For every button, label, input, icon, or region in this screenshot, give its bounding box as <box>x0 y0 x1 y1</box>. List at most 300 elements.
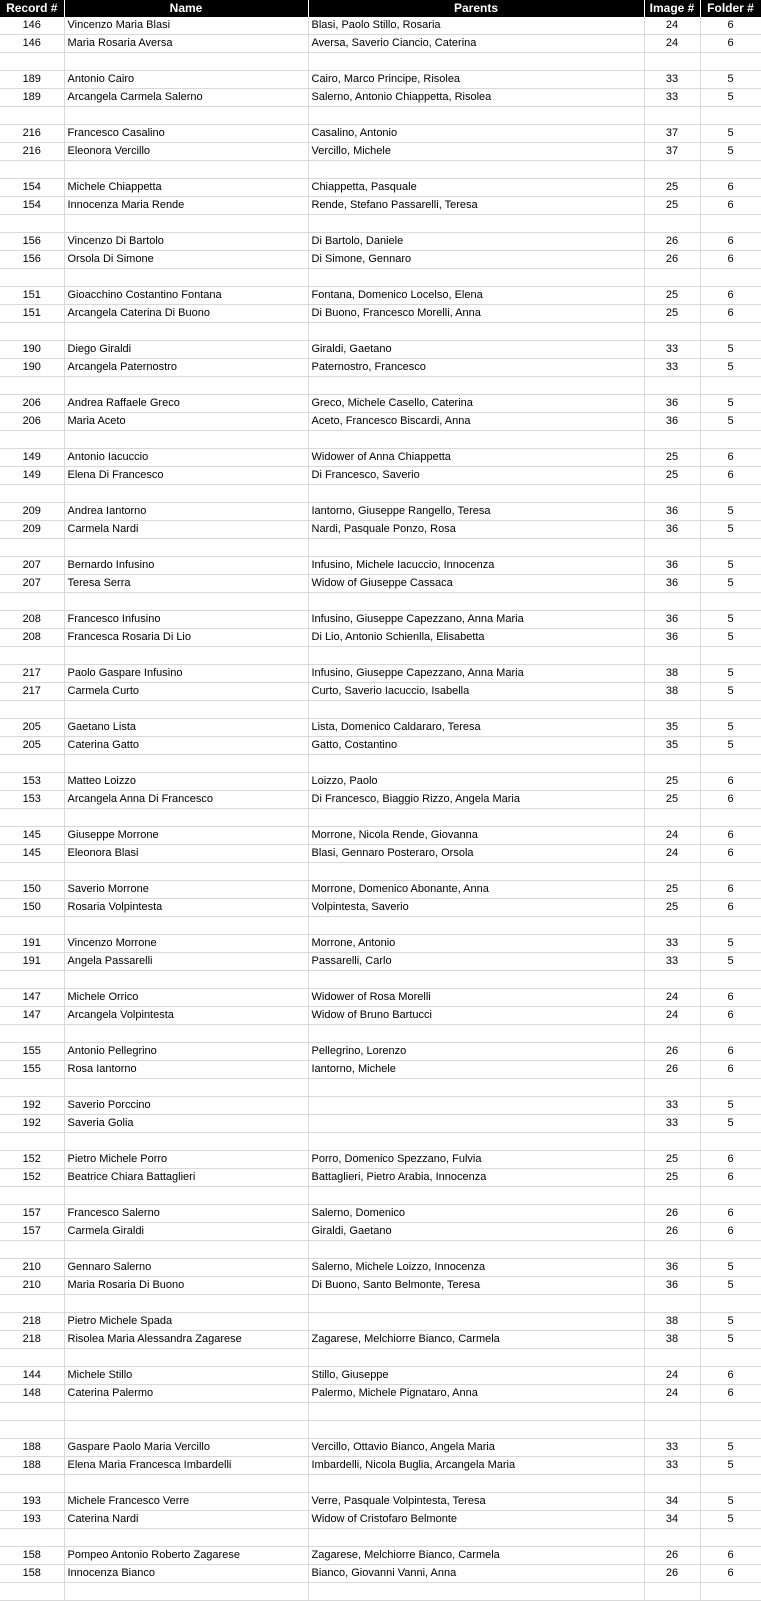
image-cell: 35 <box>644 737 700 755</box>
record-cell: 207 <box>0 575 64 593</box>
parents-cell <box>308 1295 644 1313</box>
image-cell: 25 <box>644 467 700 485</box>
table-row <box>0 1565 761 1583</box>
parents-cell: Porro, Domenico Spezzano, Fulvia <box>308 1151 644 1169</box>
name-cell <box>64 323 308 341</box>
record-cell: 145 <box>0 827 64 845</box>
image-cell: 25 <box>644 179 700 197</box>
image-cell: 33 <box>644 341 700 359</box>
folder-cell <box>700 485 761 503</box>
name-cell <box>64 485 308 503</box>
parents-cell: Di Buono, Francesco Morelli, Anna <box>308 305 644 323</box>
table-row <box>0 701 761 719</box>
image-cell: 25 <box>644 1169 700 1187</box>
image-cell: 26 <box>644 1547 700 1565</box>
table-row <box>0 1295 761 1313</box>
record-cell: 216 <box>0 125 64 143</box>
name-cell: Maria Rosaria Di Buono <box>64 1277 308 1295</box>
image-cell <box>644 1403 700 1421</box>
record-cell <box>0 1133 64 1151</box>
image-cell <box>644 755 700 773</box>
record-cell: 154 <box>0 197 64 215</box>
record-cell: 193 <box>0 1511 64 1529</box>
parents-cell: Widower of Anna Chiappetta <box>308 449 644 467</box>
name-cell: Pietro Michele Spada <box>64 1313 308 1331</box>
parents-cell <box>308 1313 644 1331</box>
parents-cell <box>308 215 644 233</box>
parents-cell: Morrone, Antonio <box>308 935 644 953</box>
record-cell: 188 <box>0 1457 64 1475</box>
record-cell: 146 <box>0 35 64 53</box>
parents-cell <box>308 269 644 287</box>
image-cell <box>644 1421 700 1439</box>
image-cell <box>644 323 700 341</box>
record-cell: 216 <box>0 143 64 161</box>
record-cell: 208 <box>0 629 64 647</box>
folder-cell <box>700 1079 761 1097</box>
name-cell: Carmela Giraldi <box>64 1223 308 1241</box>
record-cell: 146 <box>0 17 64 35</box>
record-cell <box>0 1403 64 1421</box>
name-cell: Eleonora Blasi <box>64 845 308 863</box>
folder-cell: 5 <box>700 575 761 593</box>
name-cell: Diego Giraldi <box>64 341 308 359</box>
record-cell <box>0 863 64 881</box>
name-cell <box>64 1475 308 1493</box>
record-cell: 189 <box>0 71 64 89</box>
parents-cell: Curto, Saverio Iacuccio, Isabella <box>308 683 644 701</box>
name-cell <box>64 215 308 233</box>
parents-cell: Volpintesta, Saverio <box>308 899 644 917</box>
folder-cell: 6 <box>700 449 761 467</box>
table-row <box>0 1331 761 1349</box>
parents-cell <box>308 755 644 773</box>
table-row <box>0 395 761 413</box>
name-cell: Beatrice Chiara Battaglieri <box>64 1169 308 1187</box>
folder-cell <box>700 809 761 827</box>
table-row <box>0 1079 761 1097</box>
table-row <box>0 791 761 809</box>
name-cell: Francesco Casalino <box>64 125 308 143</box>
name-cell <box>64 1241 308 1259</box>
table-row <box>0 575 761 593</box>
image-cell: 24 <box>644 1367 700 1385</box>
image-cell <box>644 1475 700 1493</box>
image-cell <box>644 971 700 989</box>
table-row <box>0 1169 761 1187</box>
record-cell <box>0 647 64 665</box>
table-row <box>0 1403 761 1421</box>
image-cell: 25 <box>644 899 700 917</box>
parents-cell <box>308 1421 644 1439</box>
table-row <box>0 71 761 89</box>
parents-cell: Di Francesco, Saverio <box>308 467 644 485</box>
record-cell <box>0 539 64 557</box>
folder-cell: 6 <box>700 1205 761 1223</box>
folder-cell: 6 <box>700 1223 761 1241</box>
parents-cell: Giraldi, Gaetano <box>308 341 644 359</box>
record-cell: 209 <box>0 503 64 521</box>
name-cell: Antonio Cairo <box>64 71 308 89</box>
image-cell: 36 <box>644 521 700 539</box>
folder-cell: 5 <box>700 503 761 521</box>
record-cell: 151 <box>0 305 64 323</box>
table-row <box>0 647 761 665</box>
record-cell: 148 <box>0 1385 64 1403</box>
name-cell: Arcangela Volpintesta <box>64 1007 308 1025</box>
table-row <box>0 1151 761 1169</box>
folder-cell <box>700 1133 761 1151</box>
folder-cell <box>700 1349 761 1367</box>
name-cell: Gennaro Salerno <box>64 1259 308 1277</box>
parents-cell <box>308 323 644 341</box>
record-cell <box>0 755 64 773</box>
name-cell: Rosa Iantorno <box>64 1061 308 1079</box>
parents-cell: Rende, Stefano Passarelli, Teresa <box>308 197 644 215</box>
image-cell: 24 <box>644 827 700 845</box>
record-cell: 145 <box>0 845 64 863</box>
table-row <box>0 89 761 107</box>
header-row <box>0 0 761 17</box>
folder-cell: 5 <box>700 557 761 575</box>
name-cell <box>64 107 308 125</box>
parents-cell: Iantorno, Michele <box>308 1061 644 1079</box>
name-cell: Gioacchino Costantino Fontana <box>64 287 308 305</box>
folder-cell <box>700 431 761 449</box>
table-row <box>0 377 761 395</box>
table-row <box>0 287 761 305</box>
folder-cell: 6 <box>700 791 761 809</box>
folder-cell: 5 <box>700 1115 761 1133</box>
table-row <box>0 1007 761 1025</box>
image-cell: 36 <box>644 557 700 575</box>
name-cell <box>64 1529 308 1547</box>
name-cell: Vincenzo Di Bartolo <box>64 233 308 251</box>
name-cell <box>64 539 308 557</box>
folder-cell: 5 <box>700 521 761 539</box>
record-cell <box>0 53 64 71</box>
parents-cell: Di Buono, Santo Belmonte, Teresa <box>308 1277 644 1295</box>
image-cell: 37 <box>644 125 700 143</box>
table-row <box>0 719 761 737</box>
folder-cell: 6 <box>700 233 761 251</box>
table-row <box>0 935 761 953</box>
folder-cell: 6 <box>700 17 761 35</box>
record-cell <box>0 971 64 989</box>
table-row <box>0 1349 761 1367</box>
folder-cell <box>700 1025 761 1043</box>
folder-cell: 6 <box>700 1385 761 1403</box>
name-cell: Gaspare Paolo Maria Vercillo <box>64 1439 308 1457</box>
folder-cell: 5 <box>700 665 761 683</box>
name-cell <box>64 1025 308 1043</box>
record-cell <box>0 809 64 827</box>
parents-cell: Gatto, Costantino <box>308 737 644 755</box>
folder-cell <box>700 161 761 179</box>
name-cell: Arcangela Carmela Salerno <box>64 89 308 107</box>
folder-cell: 5 <box>700 1277 761 1295</box>
image-cell: 33 <box>644 1115 700 1133</box>
parents-cell: Widow of Bruno Bartucci <box>308 1007 644 1025</box>
image-cell: 26 <box>644 1043 700 1061</box>
image-cell <box>644 593 700 611</box>
image-cell: 33 <box>644 953 700 971</box>
name-cell: Orsola Di Simone <box>64 251 308 269</box>
folder-cell: 5 <box>700 719 761 737</box>
image-cell: 26 <box>644 1061 700 1079</box>
record-cell: 147 <box>0 989 64 1007</box>
record-cell: 149 <box>0 449 64 467</box>
table-row <box>0 629 761 647</box>
name-cell <box>64 1349 308 1367</box>
folder-cell: 6 <box>700 1151 761 1169</box>
name-cell: Pietro Michele Porro <box>64 1151 308 1169</box>
name-cell: Saveria Golia <box>64 1115 308 1133</box>
image-cell: 24 <box>644 1007 700 1025</box>
table-row <box>0 1511 761 1529</box>
name-cell <box>64 593 308 611</box>
name-cell <box>64 269 308 287</box>
image-cell: 36 <box>644 1259 700 1277</box>
record-cell: 154 <box>0 179 64 197</box>
image-cell: 35 <box>644 719 700 737</box>
parents-cell <box>308 1097 644 1115</box>
folder-cell <box>700 971 761 989</box>
folder-cell <box>700 755 761 773</box>
folder-cell <box>700 701 761 719</box>
image-cell <box>644 539 700 557</box>
parents-cell <box>308 1187 644 1205</box>
image-cell: 24 <box>644 845 700 863</box>
table-row <box>0 485 761 503</box>
name-cell: Risolea Maria Alessandra Zagarese <box>64 1331 308 1349</box>
folder-cell: 6 <box>700 773 761 791</box>
image-cell: 25 <box>644 791 700 809</box>
folder-cell: 5 <box>700 143 761 161</box>
name-cell: Michele Orrico <box>64 989 308 1007</box>
image-cell: 33 <box>644 71 700 89</box>
name-cell: Giuseppe Morrone <box>64 827 308 845</box>
table-row <box>0 1385 761 1403</box>
name-cell: Andrea Iantorno <box>64 503 308 521</box>
parents-cell: Loizzo, Paolo <box>308 773 644 791</box>
name-cell: Vincenzo Morrone <box>64 935 308 953</box>
table-row <box>0 665 761 683</box>
table-row <box>0 1277 761 1295</box>
record-cell: 157 <box>0 1223 64 1241</box>
folder-cell: 6 <box>700 1565 761 1583</box>
table-row <box>0 1367 761 1385</box>
parents-cell <box>308 1475 644 1493</box>
image-cell: 25 <box>644 197 700 215</box>
table-row <box>0 359 761 377</box>
table-row <box>0 413 761 431</box>
name-cell <box>64 377 308 395</box>
header-folder: Folder # <box>700 0 761 17</box>
header-parents: Parents <box>308 0 644 17</box>
image-cell: 26 <box>644 233 700 251</box>
table-row <box>0 827 761 845</box>
image-cell <box>644 1349 700 1367</box>
record-cell <box>0 701 64 719</box>
table-row <box>0 971 761 989</box>
folder-cell: 5 <box>700 629 761 647</box>
parents-cell: Battaglieri, Pietro Arabia, Innocenza <box>308 1169 644 1187</box>
table-row <box>0 1529 761 1547</box>
image-cell: 24 <box>644 35 700 53</box>
record-cell <box>0 1295 64 1313</box>
folder-cell: 5 <box>700 71 761 89</box>
image-cell: 33 <box>644 1097 700 1115</box>
parents-cell: Vercillo, Ottavio Bianco, Angela Maria <box>308 1439 644 1457</box>
image-cell: 33 <box>644 1439 700 1457</box>
parents-cell <box>308 863 644 881</box>
name-cell <box>64 863 308 881</box>
record-cell: 152 <box>0 1169 64 1187</box>
image-cell <box>644 1295 700 1313</box>
folder-cell: 6 <box>700 305 761 323</box>
name-cell: Maria Rosaria Aversa <box>64 35 308 53</box>
folder-cell: 6 <box>700 845 761 863</box>
record-cell: 155 <box>0 1043 64 1061</box>
name-cell: Vincenzo Maria Blasi <box>64 17 308 35</box>
folder-cell <box>700 215 761 233</box>
record-cell <box>0 377 64 395</box>
record-cell <box>0 269 64 287</box>
record-cell: 191 <box>0 935 64 953</box>
folder-cell <box>700 539 761 557</box>
image-cell <box>644 107 700 125</box>
record-cell: 188 <box>0 1439 64 1457</box>
name-cell: Michele Francesco Verre <box>64 1493 308 1511</box>
name-cell: Caterina Gatto <box>64 737 308 755</box>
image-cell <box>644 917 700 935</box>
record-cell <box>0 107 64 125</box>
table-body <box>0 17 761 1601</box>
folder-cell: 6 <box>700 1547 761 1565</box>
image-cell <box>644 53 700 71</box>
parents-cell: Palermo, Michele Pignataro, Anna <box>308 1385 644 1403</box>
name-cell <box>64 1187 308 1205</box>
folder-cell: 6 <box>700 1007 761 1025</box>
name-cell: Rosaria Volpintesta <box>64 899 308 917</box>
table-row <box>0 755 761 773</box>
table-row <box>0 1493 761 1511</box>
record-cell <box>0 1187 64 1205</box>
folder-cell <box>700 863 761 881</box>
table-row <box>0 251 761 269</box>
folder-cell <box>700 1403 761 1421</box>
name-cell: Elena Di Francesco <box>64 467 308 485</box>
image-cell: 25 <box>644 287 700 305</box>
parents-cell: Salerno, Michele Loizzo, Innocenza <box>308 1259 644 1277</box>
folder-cell: 5 <box>700 1313 761 1331</box>
record-cell: 189 <box>0 89 64 107</box>
name-cell: Caterina Nardi <box>64 1511 308 1529</box>
name-cell: Arcangela Paternostro <box>64 359 308 377</box>
name-cell: Andrea Raffaele Greco <box>64 395 308 413</box>
image-cell <box>644 1079 700 1097</box>
parents-cell: Lista, Domenico Caldararo, Teresa <box>308 719 644 737</box>
folder-cell: 6 <box>700 35 761 53</box>
folder-cell: 6 <box>700 179 761 197</box>
table-row <box>0 233 761 251</box>
table-row <box>0 899 761 917</box>
folder-cell: 6 <box>700 989 761 1007</box>
parents-cell <box>308 107 644 125</box>
record-cell <box>0 917 64 935</box>
table-row <box>0 989 761 1007</box>
table-row <box>0 557 761 575</box>
table-row <box>0 737 761 755</box>
image-cell: 25 <box>644 1151 700 1169</box>
parents-cell: Di Francesco, Biaggio Rizzo, Angela Maria <box>308 791 644 809</box>
image-cell: 25 <box>644 305 700 323</box>
table-row <box>0 1025 761 1043</box>
parents-cell: Giraldi, Gaetano <box>308 1223 644 1241</box>
record-cell: 206 <box>0 395 64 413</box>
parents-cell <box>308 161 644 179</box>
parents-cell <box>308 647 644 665</box>
image-cell <box>644 1583 700 1601</box>
name-cell: Bernardo Infusino <box>64 557 308 575</box>
record-cell <box>0 593 64 611</box>
folder-cell: 6 <box>700 1043 761 1061</box>
folder-cell: 6 <box>700 467 761 485</box>
record-cell: 147 <box>0 1007 64 1025</box>
image-cell <box>644 1187 700 1205</box>
image-cell: 33 <box>644 359 700 377</box>
folder-cell: 5 <box>700 89 761 107</box>
image-cell: 36 <box>644 1277 700 1295</box>
record-cell: 191 <box>0 953 64 971</box>
table-row <box>0 449 761 467</box>
table-row <box>0 323 761 341</box>
record-cell <box>0 1349 64 1367</box>
record-cell: 144 <box>0 1367 64 1385</box>
record-cell: 218 <box>0 1331 64 1349</box>
parents-cell: Salerno, Antonio Chiappetta, Risolea <box>308 89 644 107</box>
folder-cell: 5 <box>700 953 761 971</box>
folder-cell: 5 <box>700 1457 761 1475</box>
folder-cell: 5 <box>700 935 761 953</box>
image-cell: 24 <box>644 989 700 1007</box>
folder-cell: 6 <box>700 287 761 305</box>
table-row <box>0 845 761 863</box>
record-cell <box>0 161 64 179</box>
table-row <box>0 305 761 323</box>
table-row <box>0 161 761 179</box>
record-cell <box>0 1421 64 1439</box>
folder-cell: 6 <box>700 197 761 215</box>
parents-cell <box>308 1133 644 1151</box>
image-cell: 37 <box>644 143 700 161</box>
parents-cell: Di Bartolo, Daniele <box>308 233 644 251</box>
record-cell: 192 <box>0 1115 64 1133</box>
record-cell <box>0 1079 64 1097</box>
table-row <box>0 125 761 143</box>
parents-cell <box>308 53 644 71</box>
parents-cell: Widow of Cristofaro Belmonte <box>308 1511 644 1529</box>
record-cell <box>0 1583 64 1601</box>
folder-cell: 5 <box>700 359 761 377</box>
record-cell <box>0 1529 64 1547</box>
record-cell: 156 <box>0 233 64 251</box>
record-cell: 217 <box>0 665 64 683</box>
table-row <box>0 539 761 557</box>
image-cell: 26 <box>644 1205 700 1223</box>
record-cell: 210 <box>0 1277 64 1295</box>
